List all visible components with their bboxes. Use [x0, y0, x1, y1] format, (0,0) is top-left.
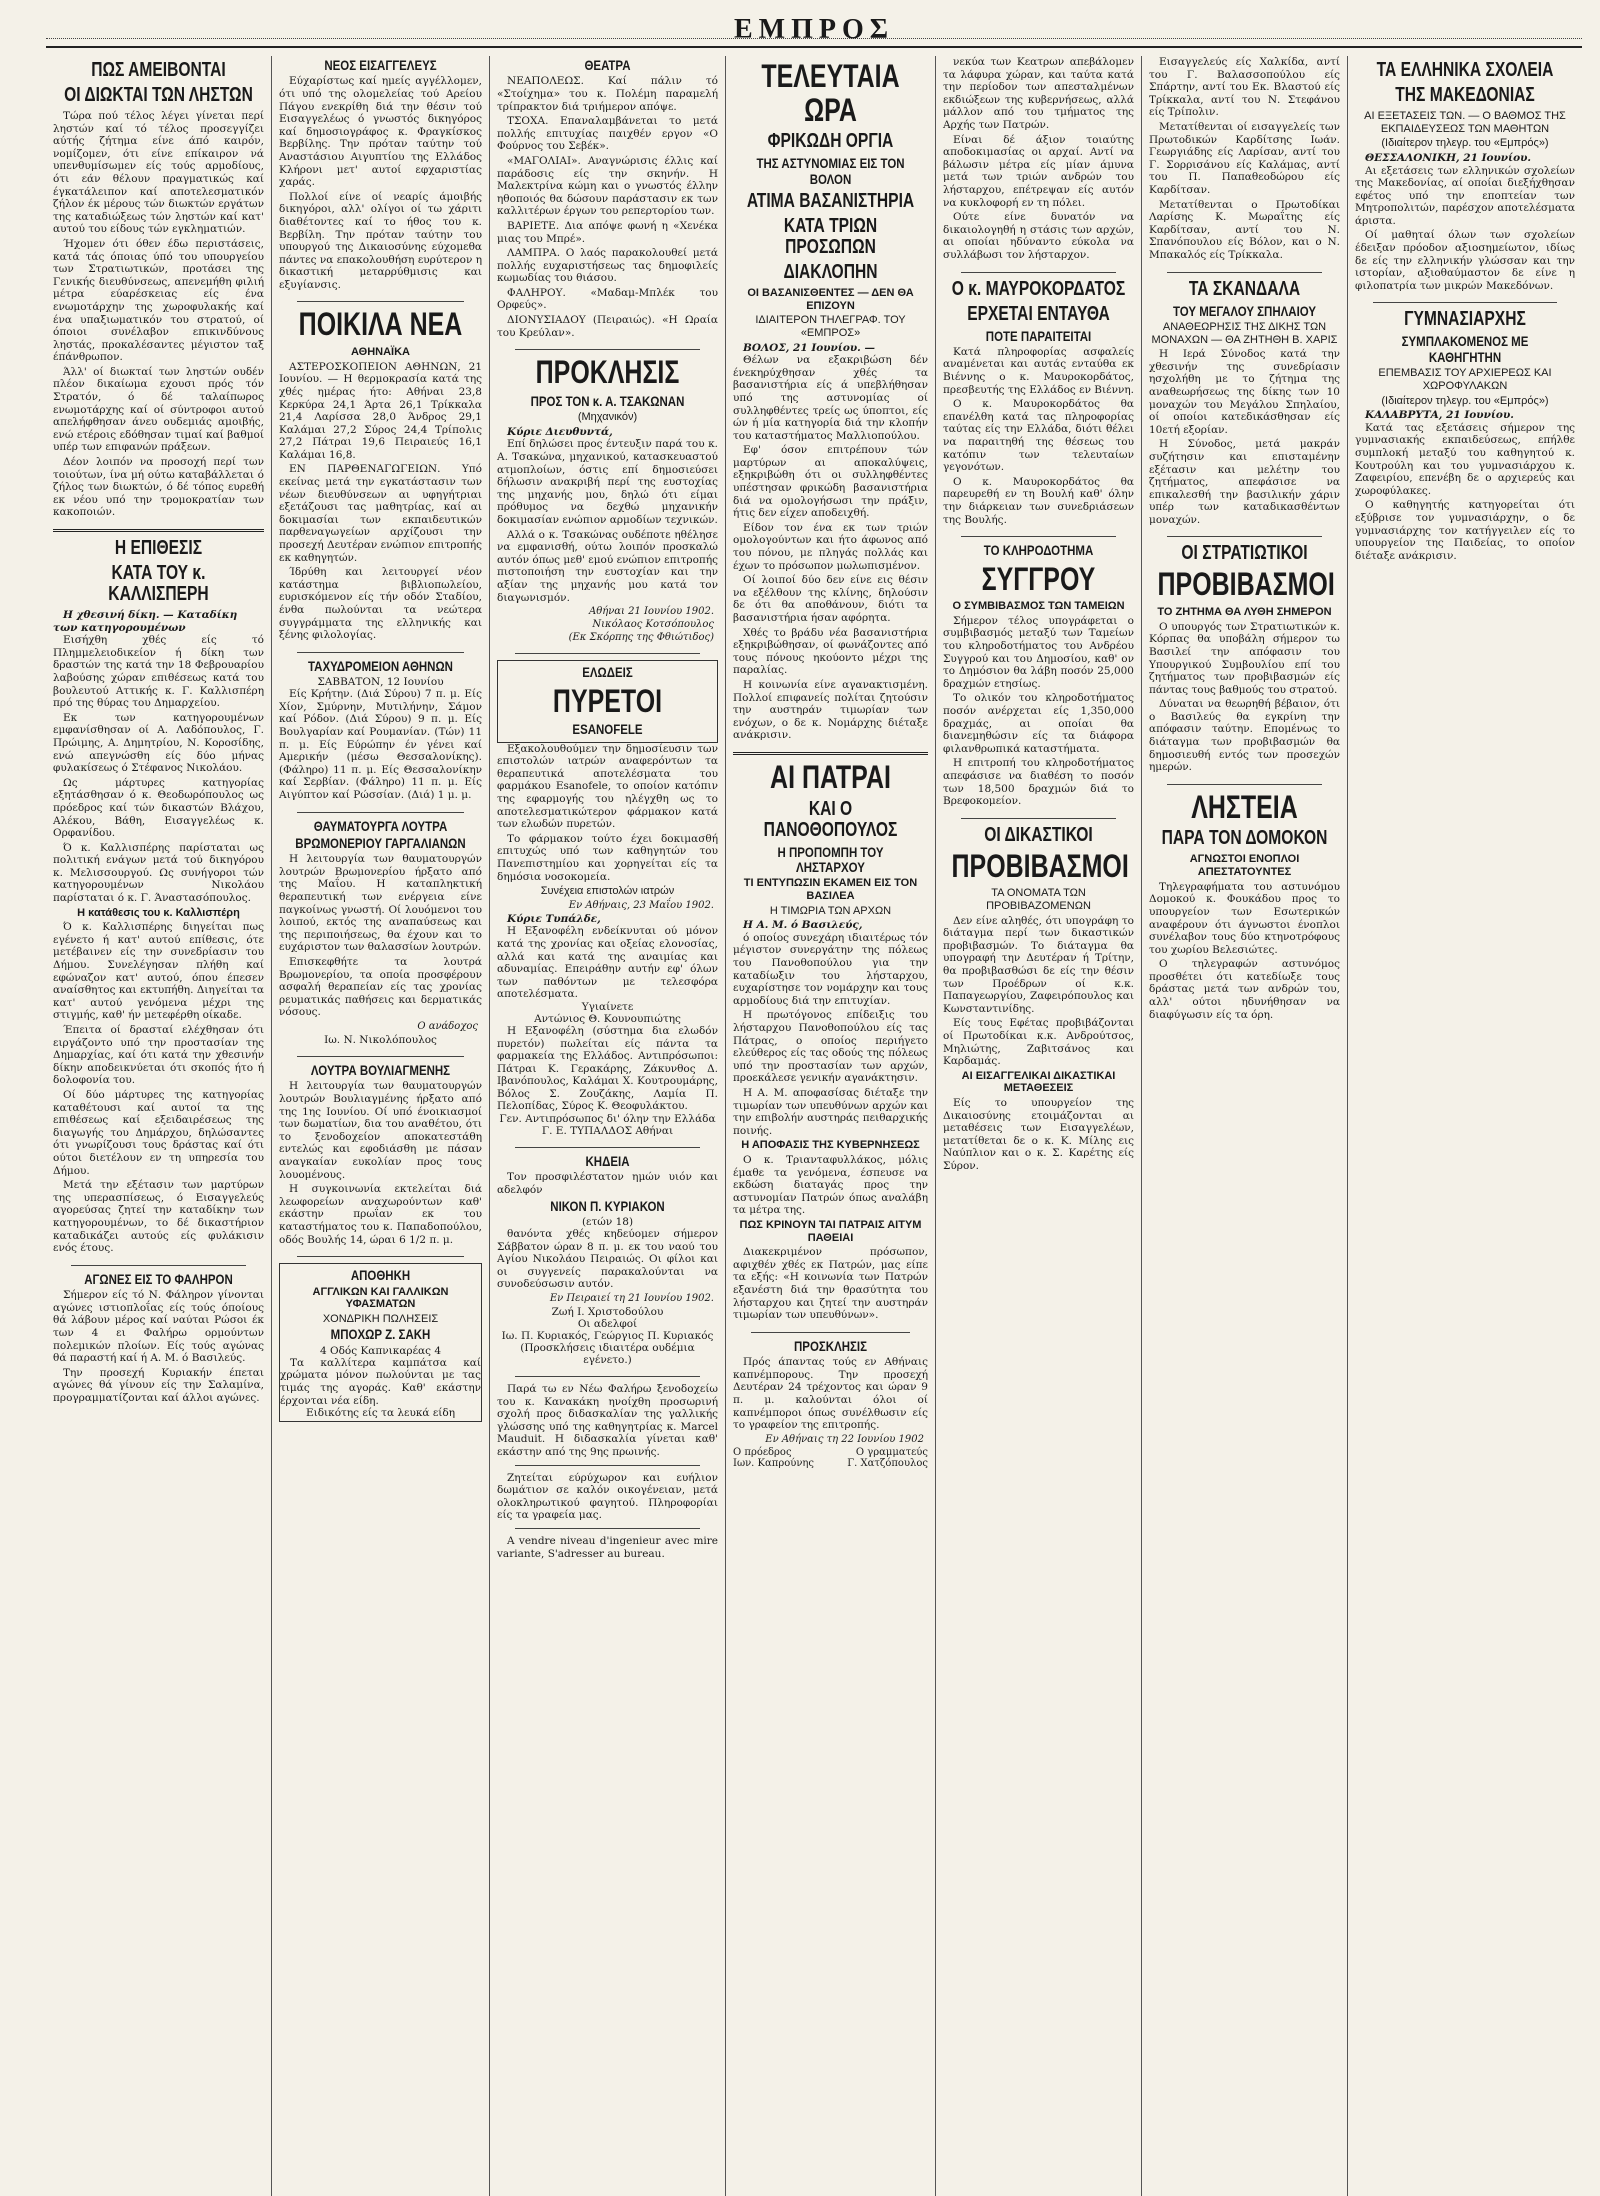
divider: [961, 536, 1116, 537]
paragraph: Οί δύο μάρτυρες της κατηγορίας καταθέτουσι καί αυτοί τα της επιθέσεως καί εξειδαιρέσεως της διαγωγής του Δημάρχου, δηλώσαντες ότι γνωρίζουσι τους δράστας καί ότι ούτοι διετέλουν εν τη υπηρεσία του Δήμου.: [53, 1089, 264, 1177]
headline: ΚΑΤΑ ΤΡΙΩΝ ΠΡΟΣΩΠΩΝ: [783, 214, 878, 258]
paragraph: Μετατίθενται οί εισαγγελείς των Πρωτοδικών Καρδίτσης Ιωάν. Γεωργιάδης είς Λαρίσαν, αντί του Γ. Σορρισάνου είς Καλάμας, αντί του Π. Παπαθεοδώρου είς Καρδίτσαν.: [1149, 120, 1340, 196]
headline: ΠΡΟΒΙΒΑΣΜΟΙ: [1157, 566, 1335, 603]
column-2: [272, 56, 490, 2196]
paragraph: ΑΣΤΕΡΟΣΚΟΠΕΙΟΝ ΑΘΗΝΩΝ, 21 Ιουνίου. — Η θερμοκρασία κατά της χθές ημέρας ήτο: Αθήναι 23,8 Κερκύρα 24,1 Άρτα 26,1 Τρίκκαλα 21,4 Λαρίσσα 28,0 Άνδρος 29,1 Καλάμαι 27,2 Σύρος 24,4 Τρίπολις 27,2 Πάτραι 19,6 Πειραιεύς 16,1 Καλάμαι 16,8.: [279, 360, 482, 461]
article-taxydromeion: [279, 659, 482, 802]
signature-name: Ιων. Καπρούνης: [733, 1457, 814, 1469]
subheading: (Ιδιαίτερον τηλεγρ. του «Εμπρός»): [1381, 394, 1549, 407]
paragraph: Δέον λοιπόν να προσοχή περί των τοιούτων, ίνα μή ούτω καταβάλλεται ό ζήλος των διωκτών, ό δέ τόπος ευρεθή εκ νέου υπό την τρομοκρατίαν των κακοποιών.: [53, 456, 264, 519]
headline: Η ΕΠΙΘΕΣΙΣ: [114, 537, 203, 559]
article-stratiotikoi: [1149, 543, 1340, 773]
headline: ΠΥΡΕΤΟΙ: [552, 682, 663, 719]
headline: ΛΗΣΤΕΙΑ: [1191, 788, 1298, 825]
subheading: Συνέχεια επιστολών ιατρών: [540, 885, 675, 898]
paragraph: θανόντα χθές κηδεύομεν σήμερον Σάββατον ώραν 8 π. μ. εκ του ναού του Αγίου Νικολάου Πειραιώς. Οι φίλοι και οι συγγενείς παρακαλούνται να συνοδεύσωσιν αυτόν.: [497, 1228, 718, 1291]
paragraph: Επί δηλώσει προς έντευξιν παρά του κ. Α. Τσακώνα, μηχανικού, κατασκευαστού ατμοπλοίων, όστις επί δημοσιεύσει δήλωσιν ανακριβή περί της ευστοχίας της μηχανής μου, δηλώ ότι είμαι πρόθυμος να δεχθώ μηχανικήν δοκιμασίαν ενώπιον αρμοδίων τεχνικών.: [497, 438, 718, 527]
date-line: ΣΑΒΒΑΤΟΝ, 12 Ιουνίου: [317, 676, 444, 689]
headline: ΣΥΓΓΡΟΥ: [981, 560, 1096, 597]
headline: ΔΙΑΚΛΟΠΗΝ: [783, 260, 878, 283]
article-patrai-cont: [943, 56, 1134, 262]
headline: ΕΡΧΕΤΑΙ ΕΝΤΑΥΘΑ: [967, 302, 1110, 325]
paragraph: Είναι δέ άξιον τοιαύτης αποδοκιμασίας οι αρχαί. Αντί να βάλωσιν μέτρα είς μίαν άμυνα μετά των τριών ανδρών του λήσταρχου, επέτρεψαν είς αυτόν να κυκλοφορή εν τη πόλει.: [943, 133, 1134, 209]
headline: ΣΥΜΠΛΑΚΟΜΕΝΟΣ ΜΕ ΚΑΘΗΓΗΤΗΝ: [1401, 333, 1529, 365]
signature: Ο ανάδοχος: [417, 1021, 478, 1033]
notice-proklisis: [733, 1339, 928, 1469]
signature-name: Ιω. Ν. Νικολόπουλος: [324, 1034, 437, 1047]
paragraph: Εφ' όσον επιτρέπουν τών μαρτύρων αι αποκαλύψεις, εξηκριβώθη ότι οι συλληφθέντες υπέστησαν φρικώδη βασανιστήρια διά να ομολογήσωσι την πράξιν, ήτις δεν είχεν αποδειχθή.: [733, 444, 928, 520]
article-mavrokordatos: [943, 279, 1134, 527]
column-3: [490, 56, 726, 2196]
columns: [46, 56, 1582, 2196]
article-epithesis: [53, 538, 264, 1255]
signature: Νικόλαος Κοτσόπουλος: [592, 619, 714, 631]
divider: [297, 301, 464, 302]
headline: ΑΠΟΘΗΚΗ: [350, 1267, 411, 1284]
article-eisaggeleus: [279, 58, 482, 291]
subheading: (Μηχανικόν): [577, 411, 638, 424]
subheading: ΟΙ ΒΑΣΑΝΙΣΘΕΝΤΕΣ — ΔΕΝ ΘΑ ΕΠΙΖΟΥΝ: [747, 286, 914, 312]
date-line: Εν Πειραιεί τη 21 Ιουνίου 1902.: [549, 1293, 714, 1304]
divider: [961, 818, 1116, 819]
ad-footer: Γεν. Αντιπρόσωπος δι' όλην την Ελλάδα Γ. Ε. ΤΥΠΑΛΔΟΣ Αθήναι: [499, 1113, 716, 1138]
headline: ΜΠΟΧΩΡ Ζ. ΣΑΚΗ: [330, 1326, 431, 1343]
paragraph: ΤΣΟΧΑ. Επαναλαμβάνεται το μετά πολλής επιτυχίας παιχθέν εργον «Ο Φούρνος του Σεβέκ».: [497, 115, 718, 153]
paragraph: Ίδρύθη και λειτουργεί νέον κατάστημα βιβλιοπωλείου, ευρισκόμενον είς τήν οδόν Σταδίου, ένθα πωλούνται τα νεώτερα συγγράμματα της ελληνικής και ξένης φιλολογίας.: [279, 566, 482, 642]
paragraph: Χθές το βράδυ νέα βασανιστήρια εξηκριβώθησαν, οί φωνάζοντες από τους πόνους ηκούοντο μέχρι της παραλίας.: [733, 626, 928, 677]
paragraph: Σήμερον τέλος υπογράφεται ο συμβιβασμός μεταξύ των Ταμείων του κληροδοτήματος του Ανδρέου Συγγρού και του Δημοσίου, καθ' ον το Δημόσιον θα λάβη ποσόν 25,000 δραχμών ετησίως.: [943, 614, 1134, 690]
article-spilaio: [1149, 279, 1340, 527]
subheading: Η ΤΙΜΩΡΙΑ ΤΩΝ ΑΡΧΩΝ: [769, 904, 892, 917]
notice-kideia: [497, 1154, 718, 1366]
headline: ΚΑΙ Ο ΠΑΝΟΘΟΠΟΥΛΟΣ: [763, 797, 898, 841]
paragraph: Ούτε είνε δυνατόν να δικαιολογηθή η στάσις των αρχών, αι οποίαι ηδύναντο εύκολα να συλλάβωσι τον λήσταρχον.: [943, 211, 1134, 261]
divider: [1167, 272, 1322, 273]
paragraph: Πολλοί είνε οί νεαρίς άμοιβής δικηγόροι, αλλ' ολίγοι οί τω χάριτι διαθέτοντες καί το ήθος του κ. Βερβίλη. Την πρόταν ταύτην του υπουργού της Δικαιοσύνης εύχομεθα πάντες να επακολουθήση ευρύτερον η δικαστική μεταρρύθμισις και εξυγίανσις.: [279, 190, 482, 291]
subheading: Ο ΣΥΜΒΙΒΑΣΜΟΣ ΤΩΝ ΤΑΜΕΙΩΝ: [952, 600, 1125, 613]
headline: ΟΙ ΔΙΚΑΣΤΙΚΟΙ: [984, 823, 1093, 846]
headline: ΠΟΙΚΙΛΑ ΝΕΑ: [298, 306, 463, 343]
signature-name: Γ. Χατζόπουλος: [847, 1457, 928, 1469]
column-4: [726, 56, 936, 2196]
paragraph: Εύχαρίστως καί ημείς αγγέλλομεν, ότι υπό της ολομελείας τού Αρείου Πάγου ενεκρίθη διά την θέσιν τού Εισαγγελέως ό γνωστός δικηγόρος καί δημοσιογράφος κ. Φραγκίσκος Βερβίλης. Την πρόταν ταύτην τού Αναστάσιου Αιγυπτίου της Ελλάδος Κλήρονι μετ' αυτοί εφχαριστίας χαράς.: [279, 75, 482, 189]
paragraph: Παρά τω εν Νέω Φαλήρω ξενοδοχείω του κ. Κανακάκη ηνοίχθη προσωρινή σχολή προς διδασκαλίαν της γαλλικής γλώσσης υπό της καθηγητρίας κ. Marcel Mauduit. Η διδασκαλία γίνεται καθ' εκάστην από της 9ης πρωινής.: [497, 1383, 718, 1458]
subheading: ΤΙ ΕΝΤΥΠΩΣΙΝ ΕΚΑΜΕΝ ΕΙΣ ΤΟΝ ΒΑΣΙΛΕΑ: [743, 877, 918, 902]
deceased-name: ΝΙΚΟΝ Π. ΚΥΡΙΑΚΟΝ: [550, 1197, 665, 1214]
subheading: ΠΩΣ ΚΡΙΝΟΥΝ ΤΑΙ ΠΑΤΡΑΙΣ ΑΙΤΥΜ ΠΑΘΕΙΑΙ: [739, 1218, 922, 1244]
ad-bromoneri: [279, 819, 482, 1047]
date-line: Εν Αθήναις τη 22 Ιουνίου 1902: [765, 1433, 924, 1445]
headline: ΛΟΥΤΡΑ ΒΟΥΛΙΑΓΜΕΝΗΣ: [310, 1062, 451, 1079]
classifieds: [497, 1383, 718, 1560]
signature: (Εκ Σκόρπης της Φθιώτιδος): [568, 632, 714, 644]
ad-apothiki: [279, 1263, 482, 1422]
subheading: ΑΙ ΕΙΣΑΓΓΕΛΙΚΑΙ ΔΙΚΑΣΤΙΚΑΙ ΜΕΤΑΘΕΣΕΙΣ: [961, 1069, 1116, 1095]
article-listeia: [1149, 788, 1340, 1021]
dateline: ΘΕΣΣΑΛΟΝΙΚΗ, 21 Ιουνίου.: [1365, 151, 1532, 164]
divider: [71, 1265, 246, 1266]
paragraph: Άλλ' οί διωκταί των ληστών ουδέν πλέον δικαίωμα εχουσι πρός τόν Στρατόν, ό δέ ταλαίπωρος ενωμοτάρχης καί οί σύντροφοι αυτού απελήφθησαν άνευ ουδεμιάς αμοιβής, ενώ ετέροις εδόθησαν τιμαί καί βαθμοί υπέρ των επιφανών πράξεων.: [53, 365, 264, 454]
paragraph: ΕΝ ΠΑΡΘΕΝΑΓΩΓΕΙΩΝ. Υπό εκείνας μετά την εγκατάστασιν των νέων διευθύνσεων αι υφηγήτριαι εξετάζουσι τας μαθητρίας, καί αι δοκιμασίαι των εκπαιδευτικών παρθεναγωγείων αρχίζουσι την προσεχή Δευτέραν ενώπιον επιτροπής εκ καθηγητών.: [279, 463, 482, 564]
divider: [1167, 536, 1322, 537]
paragraph: Οί λοιποί δύο δεν είνε εις θέσιν να εξέλθουν της κλίνης, δηλούσιν δε ότι θα αποθάνουν, διότι τα βασανιστήρια ήσαν αφόρητα.: [733, 574, 928, 624]
headline: ΑΙ ΠΑΤΡΑΙ: [770, 758, 891, 795]
paragraph: Μετατίθενται ο Πρωτοδίκαι Λαρίσης Κ. Μωραΐτης είς Καρδίτσαν, αντί του Ν. Σπανόπουλου είς Βόλον, και ο Ν. Μπακαλός είς Τρίκκαλα.: [1149, 198, 1340, 261]
ad-footer: Ειδικότης είς τα λευκά είδη: [305, 1407, 456, 1420]
paragraph: Εισήχθη χθές είς τό Πλημμελειοδικείον ή δίκη των δραστών της κατά την 18 Φεβρουαρίου λαβούσης χώραν επιθέσεως κατά του βουλευτού Αττικής κ. Γ. Καλλισπέρη πρό της θύρας του Δημαρχείου.: [53, 634, 264, 710]
divider: [297, 1256, 464, 1257]
paragraph: Τηλεγραφήματα του αστυνόμου Δομοκού κ. Φουκάδου προς το υπουργείον των Εσωτερικών αναφέρουν ότι άγνωστοι ένοπλοι συνέλαβον τους δύο κτηνοτρόφους του χωρίου Βελεσιώτες.: [1149, 880, 1340, 956]
signature: Οι αδελφοί: [577, 1318, 638, 1330]
paragraph: «ΜΑΓΟΛΙΑΙ». Αναγνώρισις έλλις καί παράδοσις είς την σκηνήν. Η Μαλεκτρίνα κώμη και ο γνωστός έλλην ηθοποιός θα δώσουν παράστασιν εκ των καλλιτέρων έργων του ρεπερτορίου των.: [497, 154, 718, 218]
headline: ΠΡΟΒΙΒΑΣΜΟΙ: [951, 847, 1129, 884]
headline: ΟΙ ΣΤΡΑΤΙΩΤΙΚΟΙ: [1181, 542, 1308, 565]
paragraph: ΦΑΛΗΡΟΥ. «Μαδαμ-Μπλέκ του Ορφεύς».: [497, 286, 718, 312]
divider: [297, 1056, 464, 1057]
signature: Ο γραμματεύς: [855, 1446, 928, 1458]
subheading: ΠΡΟΣ ΤΟΝ κ. Α. ΤΣΑΚΩΝΑΝ: [530, 392, 685, 409]
divider: [297, 812, 464, 813]
headline: ΤΑΧΥΔΡΟΜΕΙΟΝ ΑΘΗΝΩΝ: [308, 657, 453, 674]
subheading: ΑΓΝΩΣΤΟΙ ΕΝΟΠΛΟΙ ΑΠΕΣΤΑΤΟΥΝΤΕΣ: [1189, 853, 1300, 879]
paragraph: Εισαγγελεύς είς Χαλκίδα, αντί του Γ. Βαλασσοπούλου είς Σπάρτην, αντί του Εκ. Βλαστού είς Τρίκκαλα, αντί του Ν. Στεφάνου είς Τρίπολιν.: [1149, 56, 1340, 119]
paragraph: Είδον τον ένα εκ των τριών ομολογούντων και ήτο άφωνος από του πόνου, με πληγάς πολλάς και έχων το πρόσωπον μωλωπισμένον.: [733, 521, 928, 572]
signature: Υγιαίνετε: [581, 1000, 634, 1013]
paragraph: Έπειτα οί δρασταί ελέχθησαν ότι ειργάζοντο υπό την προστασίαν της Δημαρχίας, καί ότι κατά την χθεσινήν δίκην αποδεικνύεται ότι σκοπός ήτο ή δολοφονία του.: [53, 1024, 264, 1087]
headline: ΒΡΩΜΟΝΕΡΙΟΥ ΓΑΡΓΑΛΙΑΝΩΝ: [295, 834, 466, 851]
lead-line: Η χθεσινή δίκη. — Καταδίκη των κατηγορουμένων: [53, 609, 238, 634]
paragraph: Ό κ. Καλλισπέρης παρίσταται ως πολιτική ενάγων μετά τού δικηγόρου κ. Μελισσουργού. Ως συνήγοροι τών κατηγορουμένων Νικολάου παρίσταται ό κ. Γ. Άναστασόπουλος.: [53, 841, 264, 905]
lead-line: Η Α. Μ. ό Βασιλεύς,: [743, 919, 863, 932]
article-poikila: [279, 308, 482, 641]
signatures: [733, 1458, 928, 1469]
headline: ΕΛΩΔΕΙΣ: [582, 664, 633, 681]
paragraph: Η συγκοινωνία εκτελείται διά λεωφορείων αναχωρούντων καθ' εκάστην πρωΐαν εκ του καταστήματος του κ. Παπαδοπούλου, οδός Βουλής 14, ώραι 6 1/2 π. μ.: [279, 1183, 482, 1246]
headline: ΤΟ ΚΛΗΡΟΔΟΤΗΜΑ: [983, 542, 1094, 559]
subheading: ΤΑ ΟΝΟΜΑΤΑ ΤΩΝ ΠΡΟΒΙΒΑΖΟΜΕΝΩΝ: [986, 887, 1091, 912]
paragraph: Το ολικόν του κληροδοτήματος ποσόν ανέρχεται είς 1,350,000 δραχμάς, αι οποίαι θα διανεμηθώσιν είς τα διάφορα φιλανθρωπικά καταστήματα.: [943, 692, 1134, 755]
paragraph: ό οποίος συνεχάρη ιδιαιτέρως τόν μέγιστον συνεργάτην της πόλεως του Πανοθοπούλου για την καταδίωξιν του λήσταρχου, ευχαρίστησε τον νομάρχην και τους αρμοδίους διά την επιτυχίαν.: [733, 931, 928, 1007]
subheading: Η ΑΠΟΦΑΣΙΣ ΤΗΣ ΚΥΒΕΡΝΗΣΕΩΣ: [741, 1139, 920, 1152]
subheading: ΤΟ ΖΗΤΗΜΑ ΘΑ ΛΥΘΗ ΣΗΜΕΡΟΝ: [1157, 606, 1332, 619]
divider: [515, 1465, 700, 1466]
paragraph: Ζητείται εύρύχωρον και ευήλιον δωμάτιον σε καλόν οικογένειαν, μετά ολοκληρωτικού φαγητού. Πληροφορίαι είς τα γραφεία μας.: [497, 1471, 718, 1522]
headline: ΠΡΟΣΚΛΗΣΙΣ: [794, 1337, 867, 1354]
paragraph: Είς Κρήτην. (Διά Σύρου) 7 π. μ. Είς Χίον, Σμύρνην, Μυτιλήνην, Σάμον καί Ρόδον. (Διά Σύρου) 9 π. μ. Είς Βουλγαρίαν καί Ρουμανίαν. (Τών) 11 π. μ. Είς Εύρώπην έν γένει καί Αμερικήν (μέσω Θεσσαλονίκης). (Φάληρο) 11 π. μ. Είς Θεσσαλονίκην καί Σερβίαν. (Φάληρο) 11 π. μ. Είς Αιγύπτον καί Ρώσσίαν. (Διά) 1 μ. μ.: [279, 688, 482, 801]
column-5: [936, 56, 1142, 2196]
subheading: ΑΘΗΝΑΪΚΑ: [351, 346, 410, 359]
date-line: Εν Αθήναις, 23 Μαΐου 1902.: [568, 899, 714, 911]
signature: Ο πρόεδρος: [733, 1446, 792, 1458]
headline: ΑΤΙΜΑ ΒΑΣΑΝΙΣΤΗΡΙΑ: [746, 189, 915, 212]
ad-vouliagmeni: [279, 1063, 482, 1246]
divider: [1167, 784, 1322, 785]
paragraph: ΔΙΟΝΥΣΙΑΔΟΥ (Πειραιώς). «Η Ωραία του Κρεύλαν».: [497, 314, 718, 339]
headline: ΑΓΩΝΕΣ ΕΙΣ ΤΟ ΦΑΛΗΡΟΝ: [84, 1270, 233, 1287]
paragraph: Εκ των κατηγορουμένων εμφανίσθησαν οί Α. Λαδόπουλος, Γ. Πρώιμης, Α. Δημητρίου, Ν. Κοροσίδης, ενώ απεγνώσθη είς δύο μήνας φυλακίσεως ό Στέφανος Νικολάου.: [53, 711, 264, 775]
headline: ΤΗΣ ΜΑΚΕΔΟΝΙΑΣ: [1395, 84, 1535, 106]
subheading: ΕΠΕΜΒΑΣΙΣ ΤΟΥ ΑΡΧΙΕΡΕΩΣ ΚΑΙ ΧΩΡΟΦΥΛΑΚΩΝ: [1378, 367, 1552, 392]
headline: ΤΕΛΕΥΤΑΙΑ ΩΡΑ: [761, 58, 900, 128]
paragraph: Αι εξετάσεις των ελληνικών σχολείων της Μακεδονίας, αί οποίαι διεξήχθησαν εφέτος υπό την εποπτείαν των Μητροπολιτών, παρέσχον αποτελέσματα άριστα.: [1355, 164, 1575, 227]
paragraph: A vendre niveau d'ingenieur avec mire variante, S'adresser au bureau.: [497, 1534, 718, 1560]
headline: ΚΑΤΑ ΤΟΥ κ. ΚΑΛΛΙΣΠΕΡΗ: [108, 562, 209, 605]
signature: Ιω. Π. Κυριακός, Γεώργιος Π. Κυριακός: [501, 1330, 714, 1342]
headline: ΤΟΥ ΜΕΓΑΛΟΥ ΣΠΗΛΑΙΟΥ: [1172, 302, 1317, 319]
paragraph: Ήχομεν ότι όθεν έδω περιστάσεις, κατά τάς όποιας ύπό του υπουργείου των Στρατιωτικών, προτάσει της Γενικής διευθύνσεως, απενεμήθη φιλιή μέτρα εύαρέσκειας είς ένα ενωμοτάρχην της χωροφυλακής καί ένα υπαξιωματικόν του στρατού, οί όποιοι συνέλαβον επικινδύνους ληστάς, προκαλέσαντες μέγιστον ταξ έπάνθρωπον.: [53, 237, 264, 364]
article-diwktai: [53, 60, 264, 519]
paragraph: Επισκεφθήτε τα λουτρά Βρωμονερίου, τα οποία προσφέρουν ασφαλή θεραπείαν είς τας χρονίας ρευματικάς παθήσεις και δερματικάς νόσους.: [279, 956, 482, 1019]
dateline: ΚΑΛΑΒΡΥΤΑ, 21 Ιουνίου.: [1365, 409, 1514, 422]
paragraph: Ο υπουργός των Στρατιωτικών κ. Κόρπας θα υποβάλη σήμερον τω Βασιλεί την απόφασιν του Υπουργικού Συμβουλίου επί του ζητήματος των προβιβασμών είς πάντας τους βαθμούς του στρατού.: [1149, 620, 1340, 696]
headline: ΤΗΣ ΑΣΤΥΝΟΜΙΑΣ ΕΙΣ ΤΟΝ ΒΟΛΟΝ: [756, 155, 905, 187]
column-6: [1142, 56, 1348, 2196]
paragraph: Η πρωτόγονος επίδειξις του λήσταρχου Πανοθοπούλου είς τας Πάτρας, ο οποίος περιήγετο ελεύθερος είς τας οδούς της πόλεως υπό την προστασίαν των αρχών, προεκάλεσε γενικήν αγανάκτησιν.: [733, 1009, 928, 1085]
article-agones: [53, 1272, 264, 1405]
ad-esanofele: [497, 660, 718, 1137]
headline: ΤΑ ΕΛΛΗΝΙΚΑ ΣΧΟΛΕΙΑ: [1376, 59, 1554, 81]
paragraph: ΝΕΑΠΟΛΕΩΣ. Καί πάλιν τό «Στοίχημα» του κ. Πολέμη παραμελή τρίπρακτον διά τριήμερον απόψε.: [497, 75, 718, 113]
article-metatheseis: [1149, 56, 1340, 262]
signature: Ζωή Ι. Χριστοδούλου: [551, 1306, 664, 1318]
column-1: [46, 56, 272, 2196]
subheading: (Ιδιαίτερον τηλεγρ. του «Εμπρός»): [1381, 137, 1549, 150]
subheading: ΙΔΙΑΙΤΕΡΟΝ ΤΗΛΕΓΡΑΦ. ΤΟΥ «ΕΜΠΡΟΣ»: [755, 314, 906, 339]
paragraph: Σήμερον είς τό Ν. Φάληρον γίνονται αγώνες ιστιοπλοΐας είς τούς όποίους θά λάβουν μέρος καί ναύται Ρώσοι έκ των 4 ει Φαλήρω ορμούντων πολεμικών πλοίων. Είς τούς αγώνας θά παραστή καί ή Α. Μ. ό Βασιλεύς.: [53, 1289, 264, 1365]
paragraph: Οί μαθηταί όλων των σχολείων έδειξαν πρόοδον αξιοσημείωτον, ιδίως δε είς την ελληνικήν γλώσσαν και την ιστορίαν, αξιοθαύμαστον δε είνε η φιλοπατρία των μικρών Μακεδόνων.: [1355, 229, 1575, 292]
headline: ΓΥΜΝΑΣΙΑΡΧΗΣ: [1404, 308, 1526, 331]
salutation: Κύριε Τυπάλδε,: [507, 912, 601, 925]
paragraph: Η Ιερά Σύνοδος κατά την χθεσινήν της συνεδρίασιν ησχολήθη με το ζήτημα της αναθεωρήσεως της δίκης των 10 μοναχών του Μεγάλου Σπηλαίου, οί οποίοι κατεδικάσθησαν είς 10ετή εξορίαν.: [1149, 348, 1340, 436]
article-dikastikoi: [943, 825, 1134, 1173]
divider: [515, 1147, 700, 1148]
divider: [1373, 302, 1557, 303]
headline: ΟΙ ΔΙΩΚΤΑΙ ΤΩΝ ΛΗΣΤΩΝ: [64, 84, 253, 106]
headline: ΠΑΡΑ ΤΟΝ ΔΟΜΟΚΟΝ: [1161, 827, 1328, 850]
paragraph: Δύναται να θεωρηθή βέβαιον, ότι ο Βασιλεύς θα εγκρίνη την απόφασιν ταύτην. Επομένως το διάταγμα των προβιβασμών θα δημοσιευθή εντός των προσεχών ημερών.: [1149, 698, 1340, 774]
divider: [733, 752, 928, 755]
paragraph: ΒΑΡΙΕΤΕ. Δια απόψε φωνή η «Χενέκα μιας του Μπρέ».: [497, 219, 718, 245]
address: 4 Οδός Καπνικαρέας 4: [319, 1344, 442, 1357]
paragraph: Τα καλλίτερα καμπάτσα καί χρώματα μόνον πωλούνται με τας τιμάς της αγοράς. Καθ' εκάστην έρχονται νέα είδη.: [280, 1356, 481, 1407]
paragraph: Η Α. Μ. αποφασίσας διέταξε την τιμωρίαν των υπευθύνων αρχών και την επιβολήν αυστηράς πειθαρχικής ποινής.: [733, 1086, 928, 1137]
paragraph: Ο καθηγητής κατηγορείται ότι εξύβρισε τον γυμνασιάρχην, ο δε γυμνασιάρχης τον κατήγγειλεν είς το υπουργείον της Παιδείας, το οποίον διέταξε ανάκρισιν.: [1355, 499, 1575, 562]
paragraph: Τώρα πού τέλος λέγει γίνεται περί ληστών καί τό τέλος προσεγγίζει αύτής ζήτημα είνε άπό καιρόν, νομίζομεν, ότι είνε επίκαιρον νά υπενθυμίσωμεν είς τούς αρμοδίους, ότι εάν θέλουν πραγματικώς καί έγκατάλειπον καί αποτελεσματικόν ζήλον έκ μέρους τών διωκτών εργάτων της καταδιώξεως τών ληστών καί κατ' αυτού του είδους τών εγκληματιών.: [53, 110, 264, 236]
paragraph: Κατά πληροφορίας ασφαλείς αναμένεται και αυτάς ενταύθα εκ Βιέννης ο κ. Μαυροκορδάτος, πρεσβευτής της Ελλάδος εν Βιέννη.: [943, 345, 1134, 396]
paragraph: Η επιτροπή του κληροδοτήματος απεφάσισε να διαθέση το ποσόν των 18,500 δραχμών διά το Βρεφοκομείον.: [943, 757, 1134, 808]
divider: [297, 652, 464, 653]
headline: ΚΗΔΕΙΑ: [585, 1153, 630, 1170]
subheading: ΑΝΑΘΕΩΡΗΣΙΣ ΤΗΣ ΔΙΚΗΣ ΤΩΝ ΜΟΝΑΧΩΝ — ΘΑ ΖΗΤΗΘΗ Β. ΧΑΡΙΣ: [1151, 320, 1338, 346]
headline: ESANOFELE: [572, 721, 643, 738]
paragraph: Κατά τας εξετάσεις σήμερον της γυμνασιακής εκπαιδεύσεως, επήλθε συμπλοκή μεταξύ του καθηγητού κ. Κουτρούλη και του γυμνασιάρχου κ. Ζαφειρίου, επενέβη δε ο αρχιερεύς και χωροφύλακες.: [1355, 421, 1575, 497]
ad-title-box: [497, 660, 718, 742]
subheading: ΑΓΓΛΙΚΩΝ ΚΑΙ ΓΑΛΛΙΚΩΝ ΥΦΑΣΜΑΤΩΝ: [312, 1285, 449, 1311]
article-syggrou: [943, 543, 1134, 808]
paragraph: Μετά την εξέτασιν των μαρτύρων της υπερασπίσεως, ό Εισαγγελεύς αγορεύσας ζητεί την καταδίκην των κατηγορουμένων, το δέ δικαστήριον καταδικάζει αυτούς είς φυλάκισιν ενός έτους.: [53, 1179, 264, 1255]
subheading: ΠΟΤΕ ΠΑΡΑΙΤΕΙΤΑΙ: [985, 327, 1092, 344]
headline: ΠΡΟΚΛΗΣΙΣ: [535, 354, 680, 391]
paragraph: Θέλων να εξακριβώση δέν ένεκηρύχθησαν χθές τα βασανιστήρια είς ά υπεβλήθησαν υπό της αστυνομίας οί συλληφθέντες τρείς ως ύποπτοι, είς ών ή μία κατηγορία διά την κλοπήν του καταστήματος Μαλλιοπούλου.: [733, 354, 928, 442]
salutation: Κύριε Διευθυντά,: [507, 425, 613, 438]
divider: [515, 349, 700, 350]
paragraph: Αλλά ο κ. Τσακώνας ουδέποτε ηθέλησε να εμφανισθή, ούτω λοιπόν προσκαλώ αυτόν όπως μεθ' εμού ενώπιον επιτροπής πιστοποιήση την ευστοχίαν και την αξίαν της μηχανής μου κατά τον διαγωνισμόν.: [497, 528, 718, 604]
note: (Προσκλήσεις ιδιαιτέρα ουδέμια εγένετο.): [520, 1342, 695, 1366]
paragraph: ΛΑΜΠΡΑ. Ο λαός παρακολουθεί μετά πολλής ευχαριστήσεως τας δημοφιλείς κωμωδίας του θιάσου.: [497, 247, 718, 285]
paragraph: Πρός άπαντας τούς εν Αθήναις καπνέμπορους. Την προσεχή Δευτέραν 24 τρέχοντος και ώραν 9 π. μ. καλούνται όλοι οί καπνέμποροι όπως συνέλθωσιν είς το γραφείον της επιτροπής.: [733, 1356, 928, 1432]
article-theatra: [497, 58, 718, 339]
divider: [515, 1528, 700, 1529]
headline: ΤΑ ΣΚΑΝΔΑΛΑ: [1188, 277, 1301, 300]
deceased-age: (ετών 18): [581, 1216, 634, 1229]
paragraph: Τον προσφιλέστατον ημών υιόν και αδελφόν: [497, 1171, 718, 1197]
subheading: Η κατάθεσις του κ. Καλλισπέρη: [77, 906, 240, 919]
paragraph: Διακεκριμένον πρόσωπον, αφιχθέν χθές εκ Πατρών, μας είπε τα εξής: «Η κοινωνία των Πατρών εξανέστη διά την θρασύτητα του λήσταρχου και ζητεί την αυστηράν τιμωρίαν των υπευθύνων».: [733, 1246, 928, 1322]
paragraph: Ό κ. Καλλισπέρης διηγείται πως εγένετο ή κατ' αυτού επίθεσις, ότε μετέβαινεν είς την συνεδρίασιν του Δήμου. Συνελέγησαν πλήθη καί εφώναζον κατ' αυτού, όπου έπεσεν αναίσθητος και εκτυπήθη. Διηγείται τα κατ' αυτού γενόμενα μέχρι της στιγμής, καθ' ήν μετεφέρθη οίκαδε.: [53, 921, 264, 1022]
paragraph: Η λειτουργία των θαυματουργών λουτρών Βρωμονερίου ήρξατο από της Μαΐου. Η καταπληκτική θεραπευτική των ενέργεια είνε παγκοίνως γνωστή. Οί λουόμενοι του λοιπού, εκτός της αναπαύσεως και της περιποιήσεως, θα έχουν και το ευχάριστον των θαλασσίων λουτρών.: [279, 853, 482, 954]
paragraph: Είς το υπουργείον της Δικαιοσύνης ετοιμάζονται αι μεταθέσεις των Εισαγγελέων, μετατίθεται δε ο κ. Κ. Μίλης εις Ναύπλιον και ο κ. Σ. Καρέτης είς Σύρον.: [943, 1097, 1134, 1172]
masthead-title: ΕΜΠΡΟΣ: [733, 14, 895, 45]
paragraph: Ως μάρτυρες κατηγορίας εξητάσθησαν ό κ. Θεοδωρόπουλος ως πρόεδρος καί τών δικαστών Βλάχου, Αλέκου, Βάθη, Εισαγγελέως κ. Ορφανίδου.: [53, 776, 264, 840]
article-scholeia: [1355, 60, 1575, 292]
headline: ΘΑΥΜΑΤΟΥΡΓΑ ΛΟΥΤΡΑ: [313, 817, 448, 834]
paragraph: Η λειτουργία των θαυματουργών λουτρών Βουλιαγμένης ήρξατο από της 1ης Ιουνίου. Οί υπό ένοικιασμοί των δωματίων, δια του αναθέτου, ότι το ξενοδοχείον αποκατεστάθη εντελώς και εφοδιάσθη με πάσαν αναγκαίαν ευκολίαν προς τους λουομένους.: [279, 1080, 482, 1181]
paragraph: Την προσεχή Κυριακήν έπεται αγώνες θά γίνουν είς την Σαλαμίνα, προγραμματίζονται καί άλλοι αγώνες.: [53, 1366, 264, 1404]
article-patrai: [733, 758, 928, 1322]
subheading: Η ΠΡΟΠΟΜΠΗ ΤΟΥ ΛΗΣΤΑΡΧΟΥ: [777, 843, 884, 875]
signature-name: Αντώνιος Θ. Κουνουπιώτης: [534, 1012, 681, 1025]
divider: [751, 1332, 910, 1333]
paragraph: Δεν είνε αληθές, ότι υπογράφη το διάταγμα περί των δικαστικών προβιβασμών. Το διάταγμα θα υπογραφή την Δευτέραν ή Τρίτην, θα προβιβασθώσι δε είς την θέσιν των Προέδρων οί κ.κ. Παπαγεωργίου, Ζαφειρόπουλος και Κωνσταντινίδης.: [943, 914, 1134, 1015]
headline: ΘΕΑΤΡΑ: [584, 57, 631, 73]
paragraph: Η κοινωνία είνε αγανακτισμένη. Πολλοί επιφανείς πολίται ζητούσιν την αυστηράν τιμωρίαν των ενόχων, ο δε κ. Νομάρχης διέταξε ανάκρισιν.: [733, 678, 928, 742]
divider: [515, 1376, 700, 1377]
divider: [53, 529, 264, 532]
divider: [961, 272, 1116, 273]
paragraph: Το φάρμακον τούτο έχει δοκιμασθή επιτυχώς υπό των καθηγητών του Πανεπιστημίου και χορηγείται είς τα δημόσια νοσοκομεία.: [497, 832, 718, 883]
paragraph: Η Εξανοφέλη (σύστημα δια ελωδόν πυρετόν) πωλείται είς πάντα τα φαρμακεία της Ελλάδος. Αντιπρόσωποι: Πάτραι Κ. Γερακάρης, Ζάκυνθος Δ. Ιβανόπουλος, Καλάμαι Χ. Κουτρουμάρης, Βόλος Σ. Ζουζάκης, Λαμία Π. Πελοπίδας, Σύρος Κ. Θεοφυλάκτου.: [497, 1024, 718, 1113]
paragraph: Είς τους Εφέτας προβιβάζονται οί Πρωτοδίκαι κ.κ. Ανδρούτσος, Μηλιώτης, Ζαβιτσάνος και Καρδαμάς.: [943, 1017, 1134, 1068]
article-volos: [733, 60, 928, 742]
signatures: [733, 1447, 928, 1458]
subheading: ΧΟΝΔΡΙΚΗ ΠΩΛΗΣΕΙΣ: [322, 1312, 439, 1325]
paragraph: νεκύα των Κεατρων απεβάλομεν τα λάφυρα χώραν, και ταύτα κατά την περίοδον των απεσταλμένων εκδιώξεων της κυβερνήσεως, αλλά μάλλον από του τμήματος της Αρχής των Πατρών.: [943, 56, 1134, 131]
dateline: ΒΟΛΟΣ, 21 Ιουνίου. —: [743, 341, 875, 354]
article-gymnasiarchis: [1355, 309, 1575, 562]
paragraph: Εξακολουθούμεν την δημοσίευσιν των επιστολών ιατρών αναφερόντων τα θεραπευτικά αποτελέσματα του φαρμάκου Esanofele, το οποίον κατόπιν της εφαρμογής του ηλέγχθη ως το αποτελεσματικώτερον φάρμακον κατά των ελωδών πυρετών.: [497, 742, 718, 831]
paragraph: Ο τηλεγραφών αστυνόμος προσθέτει ότι κατεδίωξε τους δράστας μετά των ανδρών του, αλλ' ούτοι ηδυνήθησαν να διαφύγωσιν είς τα όρη.: [1149, 958, 1340, 1021]
paragraph: Η Σύνοδος, μετά μακράν συζήτησιν και επισταμένην εξέτασιν και μελέτην του ζητήματος, απεφάσισε να επικαλεσθή την βασιλικήν χάριν υπέρ των καταδικασθέντων μοναχών.: [1149, 438, 1340, 526]
headline: ΠΩΣ ΑΜΕΙΒΟΝΤΑΙ: [91, 59, 226, 81]
article-proklisis: [497, 356, 718, 643]
headline: ΦΡΙΚΩΔΗ ΟΡΓΙΑ: [767, 130, 894, 153]
subheading: ΑΙ ΕΞΕΤΑΣΕΙΣ ΤΩΝ. — Ο ΒΑΘΜΟΣ ΤΗΣ ΕΚΠΑΙΔΕΥΣΕΩΣ ΤΩΝ ΜΑΘΗΤΩΝ: [1364, 110, 1566, 135]
paragraph: Η Εξανοφέλη ενδείκνυται ού μόνον κατά της χρονίας και οξείας ελονοσίας, αλλά και κατά της αναιμίας και αδυναμίας. Επειράθην αυτήν εφ' όλων των παθόντων με τελεσφόρα αποτελέσματα.: [497, 925, 718, 1001]
date-line: Αθήναι 21 Ιουνίου 1902.: [588, 606, 714, 618]
column-7: [1348, 56, 1582, 2196]
headline: ΝΕΟΣ ΕΙΣΑΓΓΕΛΕΥΣ: [324, 57, 437, 73]
divider: [515, 653, 700, 654]
paragraph: Ο κ. Μαυροκορδάτος θα επανέλθη κατά τας πληροφορίας ταύτας είς την Ελλάδα, διότι θέλει να παραιτηθή της θέσεως του κατόπιν των τελευταίων γεγονότων.: [943, 398, 1134, 474]
masthead: [46, 14, 1582, 48]
headline: Ο κ. ΜΑΥΡΟΚΟΡΔΑΤΟΣ: [951, 277, 1126, 300]
paragraph: Ο κ. Τριανταφυλλάκος, μόλις έμαθε τα γενόμενα, έσπευσε να εκδώση διαταγάς προς την αστυνομίαν Πατρών όπως αναλάβη τα μέτρα της.: [733, 1153, 928, 1217]
paragraph: Ο κ. Μαυροκορδάτος θα παρευρεθή εν τη Βουλή καθ' όλην την διάρκειαν των συνεδριάσεων της Βουλής.: [943, 475, 1134, 526]
